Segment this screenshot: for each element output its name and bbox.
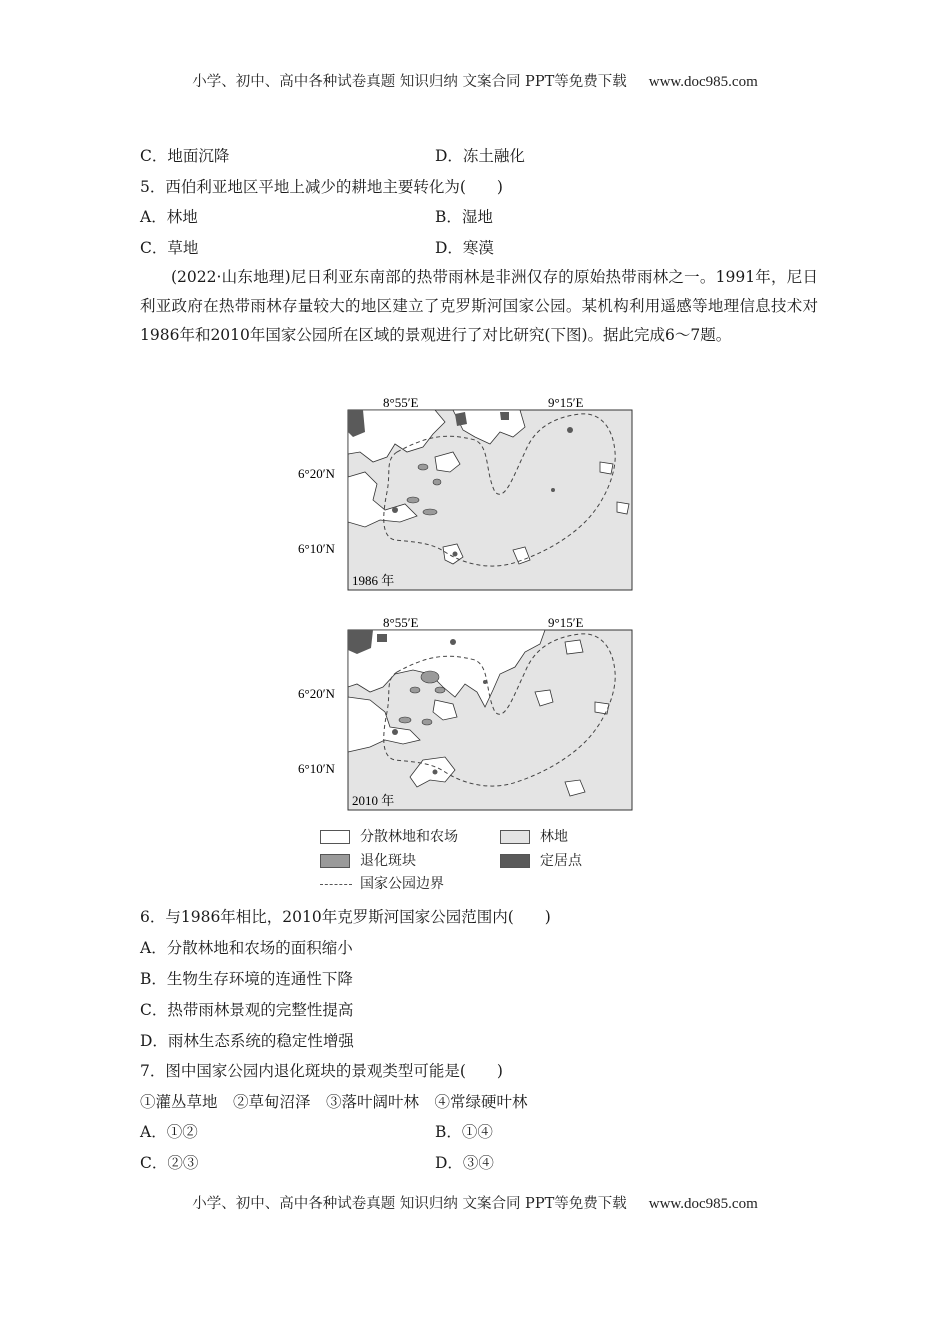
legend-label-forest: 林地 (540, 829, 568, 845)
map-2010-degraded-patch (399, 717, 411, 723)
q7-stem: 7．图中国家公园内退化斑块的景观类型可能是( ) (140, 1062, 503, 1080)
q7-option-a: A．①② (140, 1123, 198, 1141)
legend-degraded (320, 850, 416, 870)
map-1986-settlement (348, 410, 365, 437)
q4-option-d: D．冻土融化 (435, 147, 525, 165)
map-1986-degraded-patch (407, 497, 419, 503)
map-2010-lon2: 9°15′E (548, 615, 584, 630)
legend-forest (500, 826, 568, 846)
q6-option-d: D．雨林生态系统的稳定性增强 (140, 1032, 354, 1050)
map-2010-degraded-patch (435, 687, 445, 693)
q7-option-b: B．①④ (435, 1123, 493, 1141)
q5-stem: 5．西伯利亚地区平地上减少的耕地主要转化为( ) (140, 178, 503, 196)
map-legend (320, 826, 620, 896)
page-header (0, 70, 950, 91)
map-1986-settlement (567, 427, 573, 433)
q5-option-d: D．寒漠 (435, 239, 494, 257)
q5-option-a: A．林地 (140, 208, 198, 226)
map-2010-degraded-patch (422, 719, 432, 725)
header-text: 小学、初中、高中各种试卷真题 知识归纳 文案合同 PPT等免费下载 (192, 74, 627, 90)
map-1986-year: 1986 年 (352, 573, 395, 588)
legend-label-boundary: 国家公园边界 (360, 876, 444, 892)
map-1986-scattered-area (617, 502, 629, 514)
map-1986-degraded-patch (423, 509, 437, 515)
map-2010-settlement (377, 634, 387, 642)
passage: (2022·山东地理)尼日利亚东南部的热带雨林是非洲仅存的原始热带雨林之一。1991年，尼日利亚政府在热带雨林存量较大的地区建立了克罗斯河国家公园。某机构利用遥感等地理信息技术对1986年和2010年国家公园所在区域的景观进行了对比研究(下图)。据此完成6～7题。 (140, 268, 818, 344)
q7-items: ①灌丛草地 ②草甸沼泽 ③落叶阔叶林 ④常绿硬叶林 (140, 1093, 528, 1111)
q7-option-d: D．③④ (435, 1154, 494, 1172)
legend-label-settlement: 定居点 (540, 853, 582, 869)
legend-label-degraded: 退化斑块 (360, 853, 416, 869)
map-2010-settlement (450, 639, 456, 645)
map-1986-settlement (551, 488, 555, 492)
legend-scattered (320, 826, 458, 846)
map-1986-lon1: 8°55′E (383, 395, 419, 410)
map-2010-lat1: 6°20′N (298, 686, 335, 701)
q4-option-c: C．地面沉降 (140, 147, 230, 165)
header-site: www.doc985.com (648, 74, 758, 90)
q7-option-c: C．②③ (140, 1154, 199, 1172)
q6-option-a: A．分散林地和农场的面积缩小 (140, 939, 353, 957)
q6-option-c: C．热带雨林景观的完整性提高 (140, 1001, 354, 1019)
map-2010-scattered-area (565, 640, 583, 654)
map-1986-settlement (453, 552, 458, 557)
map-1986-degraded-patch (433, 479, 441, 485)
map-1986 (295, 392, 640, 595)
map-2010-scattered-area (595, 702, 609, 714)
map-2010-year: 2010 年 (352, 793, 395, 808)
legend-label-scattered: 分散林地和农场 (360, 829, 458, 845)
map-2010 (295, 612, 640, 815)
map-1986-degraded-patch (418, 464, 428, 470)
q5-option-b: B．湿地 (435, 208, 493, 226)
legend-swatch-forest (500, 830, 530, 844)
map-1986-settlement (455, 412, 467, 426)
map-1986-settlement (500, 412, 509, 420)
q5-option-c: C．草地 (140, 239, 199, 257)
legend-dash-boundary (320, 884, 352, 885)
map-1986-lon2: 9°15′E (548, 395, 584, 410)
legend-swatch-scattered (320, 830, 350, 844)
map-2010-settlement (392, 729, 398, 735)
page-footer (0, 1192, 950, 1213)
q6-option-b: B．生物生存环境的连通性下降 (140, 970, 353, 988)
map-1986-lat2: 6°10′N (298, 541, 335, 556)
footer-text: 小学、初中、高中各种试卷真题 知识归纳 文案合同 PPT等免费下载 (192, 1196, 627, 1212)
map-1986-scattered-area (600, 462, 613, 474)
map-2010-settlement (433, 770, 438, 775)
map-2010-degraded-patch (410, 687, 420, 693)
map-2010-lon1: 8°55′E (383, 615, 419, 630)
map-2010-lat2: 6°10′N (298, 761, 335, 776)
footer-site: www.doc985.com (648, 1196, 758, 1212)
legend-settlement (500, 850, 582, 870)
legend-swatch-settlement (500, 854, 530, 868)
map-1986-settlement (392, 507, 398, 513)
legend-swatch-degraded (320, 854, 350, 868)
map-2010-degraded-patch (421, 671, 439, 683)
map-1986-lat1: 6°20′N (298, 466, 335, 481)
legend-boundary (320, 873, 444, 893)
q6-stem: 6．与1986年相比，2010年克罗斯河国家公园范围内( ) (140, 908, 551, 926)
